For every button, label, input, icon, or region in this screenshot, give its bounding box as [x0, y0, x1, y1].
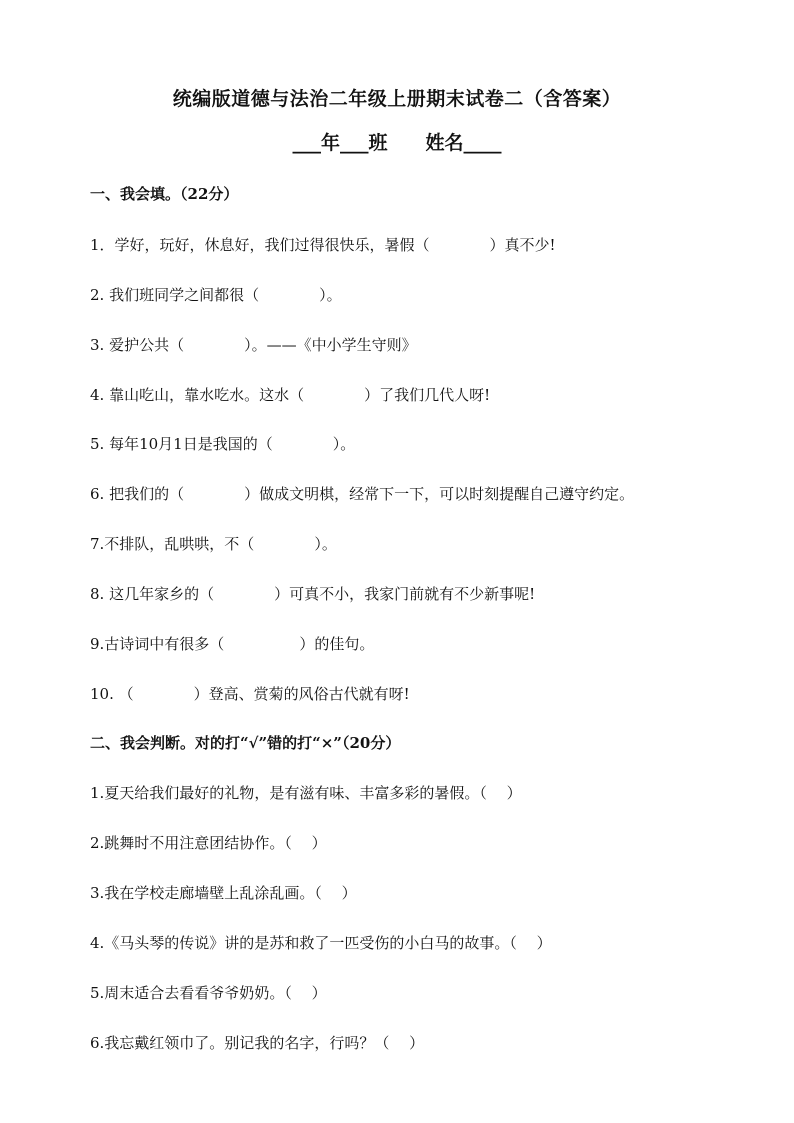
document-title: 统编版道德与法治二年级上册期末试卷二（含答案）: [172, 88, 622, 110]
fill-question-9: 9.古诗词中有很多（ ）的佳句。: [90, 635, 375, 653]
fill-question-8: 8. 这几年家乡的（ ）可真不小，我家门前就有不少新事呢!: [90, 585, 536, 603]
fill-question-4: 4. 靠山吃山，靠水吃水。这水（ ）了我们几代人呀!: [90, 386, 491, 404]
fill-question-3: 3. 爱护公共（ ）。——《中小学生守则》: [90, 336, 417, 354]
fill-question-5: 5. 每年10月1日是我国的（ ）。: [90, 435, 356, 453]
judge-question-4: 4.《马头琴的传说》讲的是苏和救了一匹受伤的小白马的故事。（ ）: [90, 934, 552, 952]
fill-question-10: 10. （ ）登高、赏菊的风俗古代就有呀!: [90, 685, 410, 703]
judge-question-5: 5.周末适合去看看爷爷奶奶。（ ）: [90, 984, 327, 1002]
judge-question-1: 1.夏天给我们最好的礼物，是有滋有味、丰富多彩的暑假。（ ）: [90, 784, 522, 802]
judge-question-3: 3.我在学校走廊墙壁上乱涂乱画。（ ）: [90, 884, 357, 902]
fill-question-7: 7.不排队，乱哄哄，不（ ）。: [90, 535, 337, 553]
student-info-line: ___年___班 姓名____: [292, 132, 502, 154]
section-1-heading: 一、我会填。（22分）: [90, 185, 239, 203]
section-2-heading: 二、我会判断。对的打“√”错的打“×”（20分）: [90, 734, 401, 752]
judge-question-6: 6.我忘戴红领巾了。别记我的名字，行吗？（ ）: [90, 1034, 425, 1052]
fill-question-1: 1．学好，玩好，休息好，我们过得很快乐，暑假（ ）真不少!: [90, 236, 556, 254]
judge-question-2: 2.跳舞时不用注意团结协作。（ ）: [90, 834, 327, 852]
fill-question-6: 6. 把我们的（ ）做成文明棋，经常下一下，可以时刻提醒自己遵守约定。: [90, 485, 635, 503]
fill-question-2: 2. 我们班同学之间都很（ ）。: [90, 286, 342, 304]
